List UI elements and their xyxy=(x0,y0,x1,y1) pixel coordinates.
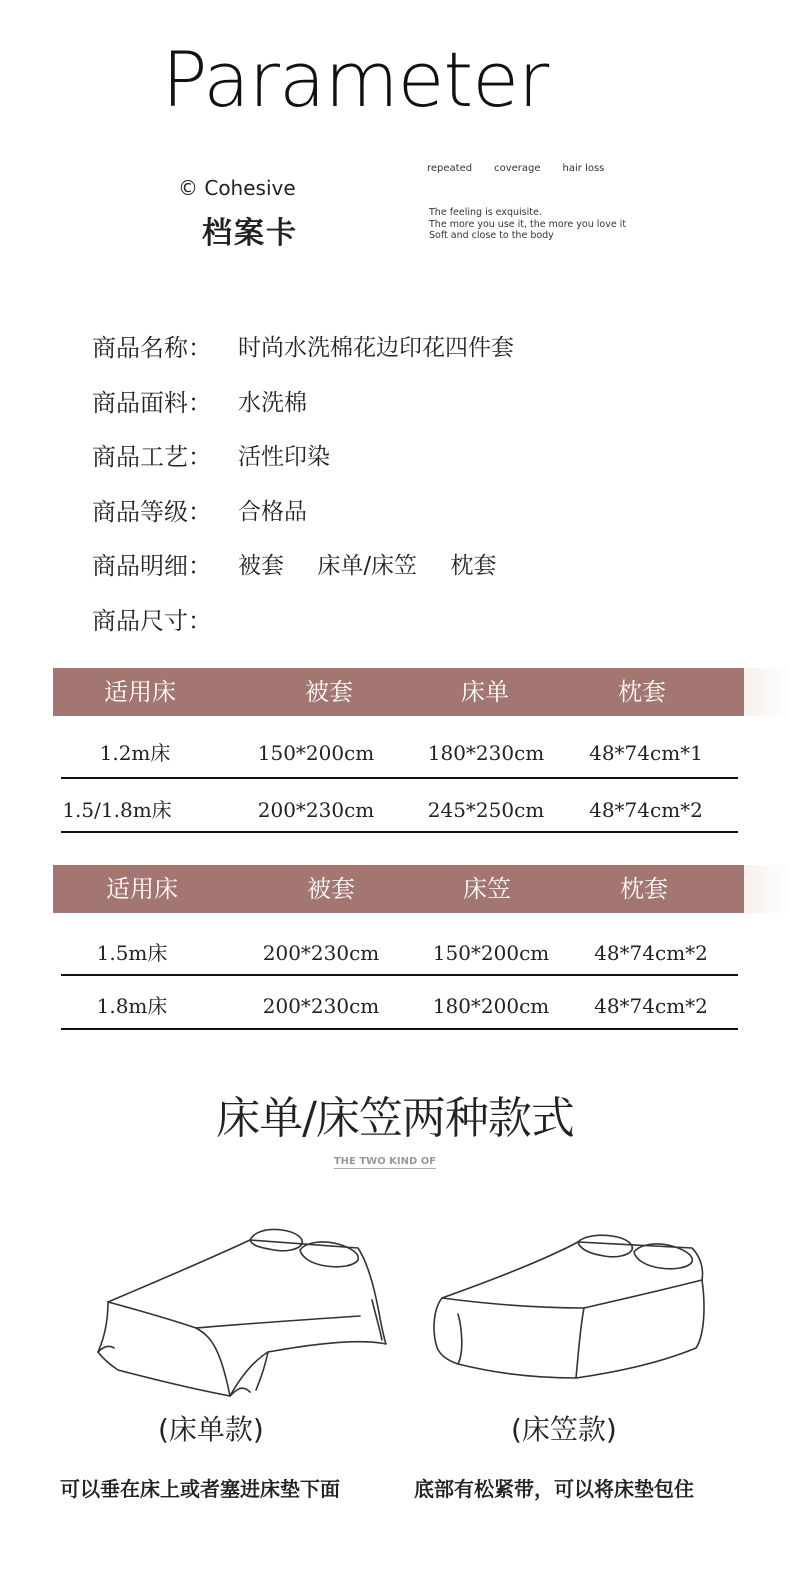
flat-sheet-caption: (床单款) xyxy=(158,1413,264,1446)
card-title: 档案卡 xyxy=(202,216,298,251)
attr-details xyxy=(92,546,522,581)
attr-value: 活性印染 xyxy=(238,444,330,470)
table2-header-cell: 枕套 xyxy=(620,875,668,903)
fitted-sheet-bed-icon xyxy=(428,1228,718,1388)
table-cell: 1.5m床 xyxy=(96,941,168,965)
table2-header-cell: 被套 xyxy=(307,875,355,903)
table-cell: 200*230cm xyxy=(262,994,380,1018)
table2-header-cell: 适用床 xyxy=(106,875,178,903)
tagline-line: The feeling is exquisite. xyxy=(429,207,542,218)
table-cell: 1.8m床 xyxy=(96,994,168,1018)
attr-craft xyxy=(92,437,330,472)
table1-header-cell: 枕套 xyxy=(618,678,666,706)
table-row xyxy=(0,986,790,1026)
attr-label: 商品等级： xyxy=(92,498,212,526)
table-row xyxy=(0,733,790,773)
attr-value: 合格品 xyxy=(238,499,307,525)
flat-sheet-bed-icon xyxy=(90,1220,390,1400)
tag: repeated xyxy=(427,163,473,174)
table-divider xyxy=(61,974,738,976)
attr-fabric xyxy=(92,383,307,418)
table1-header-cell: 床单 xyxy=(461,678,509,706)
detail-item: 枕套 xyxy=(450,553,497,579)
table-cell: 180*230cm xyxy=(427,741,545,765)
table2-header xyxy=(53,865,744,913)
detail-item: 被套 xyxy=(238,553,284,579)
page-title: Parameter xyxy=(161,35,549,124)
styles-subtitle-text: THE TWO KIND OF xyxy=(333,1156,437,1167)
table-cell: 180*200cm xyxy=(432,994,550,1018)
table-cell: 150*200cm xyxy=(257,741,375,765)
table1-header xyxy=(53,668,744,716)
detail-item: 床单/床笠 xyxy=(317,553,418,579)
styles-title: 床单/床笠两种款式 xyxy=(216,1093,574,1144)
attr-label: 商品工艺： xyxy=(92,443,212,471)
tagline-line: Soft and close to the body xyxy=(429,230,554,241)
attr-size xyxy=(92,601,238,636)
brand-name: © Cohesive xyxy=(178,176,296,200)
flat-sheet-description: 可以垂在床上或者塞进床垫下面 xyxy=(60,1477,340,1501)
table-cell: 150*200cm xyxy=(432,941,550,965)
attr-label: 商品明细： xyxy=(92,552,212,580)
table-cell: 1.2m床 xyxy=(99,741,171,765)
tagline-line: The more you use it, the more you love it xyxy=(429,218,627,230)
table-row xyxy=(0,790,790,830)
tag-list xyxy=(427,163,604,174)
attr-value xyxy=(238,547,522,580)
styles-subtitle xyxy=(0,1156,770,1167)
table2-header-cell: 床笠 xyxy=(463,875,511,903)
attr-value: 时尚水洗棉花边印花四件套 xyxy=(238,335,514,361)
table-edge-fade xyxy=(744,668,790,716)
attr-label: 商品名称： xyxy=(92,334,212,362)
tag: hair loss xyxy=(562,163,605,174)
table-divider xyxy=(61,831,738,833)
table1-header-cell: 被套 xyxy=(305,678,353,706)
tag: coverage xyxy=(494,163,541,174)
table-divider xyxy=(61,1028,738,1030)
table-cell: 245*250cm xyxy=(427,798,545,822)
attr-label: 商品面料： xyxy=(92,389,212,417)
attr-product-name xyxy=(92,328,514,363)
table-edge-fade xyxy=(744,865,790,913)
table-cell: 48*74cm*2 xyxy=(594,941,708,965)
table-row xyxy=(0,933,790,973)
attr-label: 商品尺寸： xyxy=(92,607,212,635)
table-divider xyxy=(61,777,738,779)
table1-header-cell: 适用床 xyxy=(104,678,176,706)
attr-value: 水洗棉 xyxy=(238,390,307,416)
attr-grade xyxy=(92,492,307,527)
table-cell: 200*230cm xyxy=(262,941,380,965)
table-cell: 48*74cm*1 xyxy=(589,741,703,765)
fitted-sheet-caption: (床笠款) xyxy=(511,1413,617,1446)
fitted-sheet-description: 底部有松紧带，可以将床垫包住 xyxy=(414,1477,694,1501)
tagline xyxy=(429,207,626,242)
table-cell: 48*74cm*2 xyxy=(594,994,708,1018)
table-cell: 1.5/1.8m床 xyxy=(62,798,172,822)
table-cell: 48*74cm*2 xyxy=(589,798,703,822)
table-cell: 200*230cm xyxy=(257,798,375,822)
